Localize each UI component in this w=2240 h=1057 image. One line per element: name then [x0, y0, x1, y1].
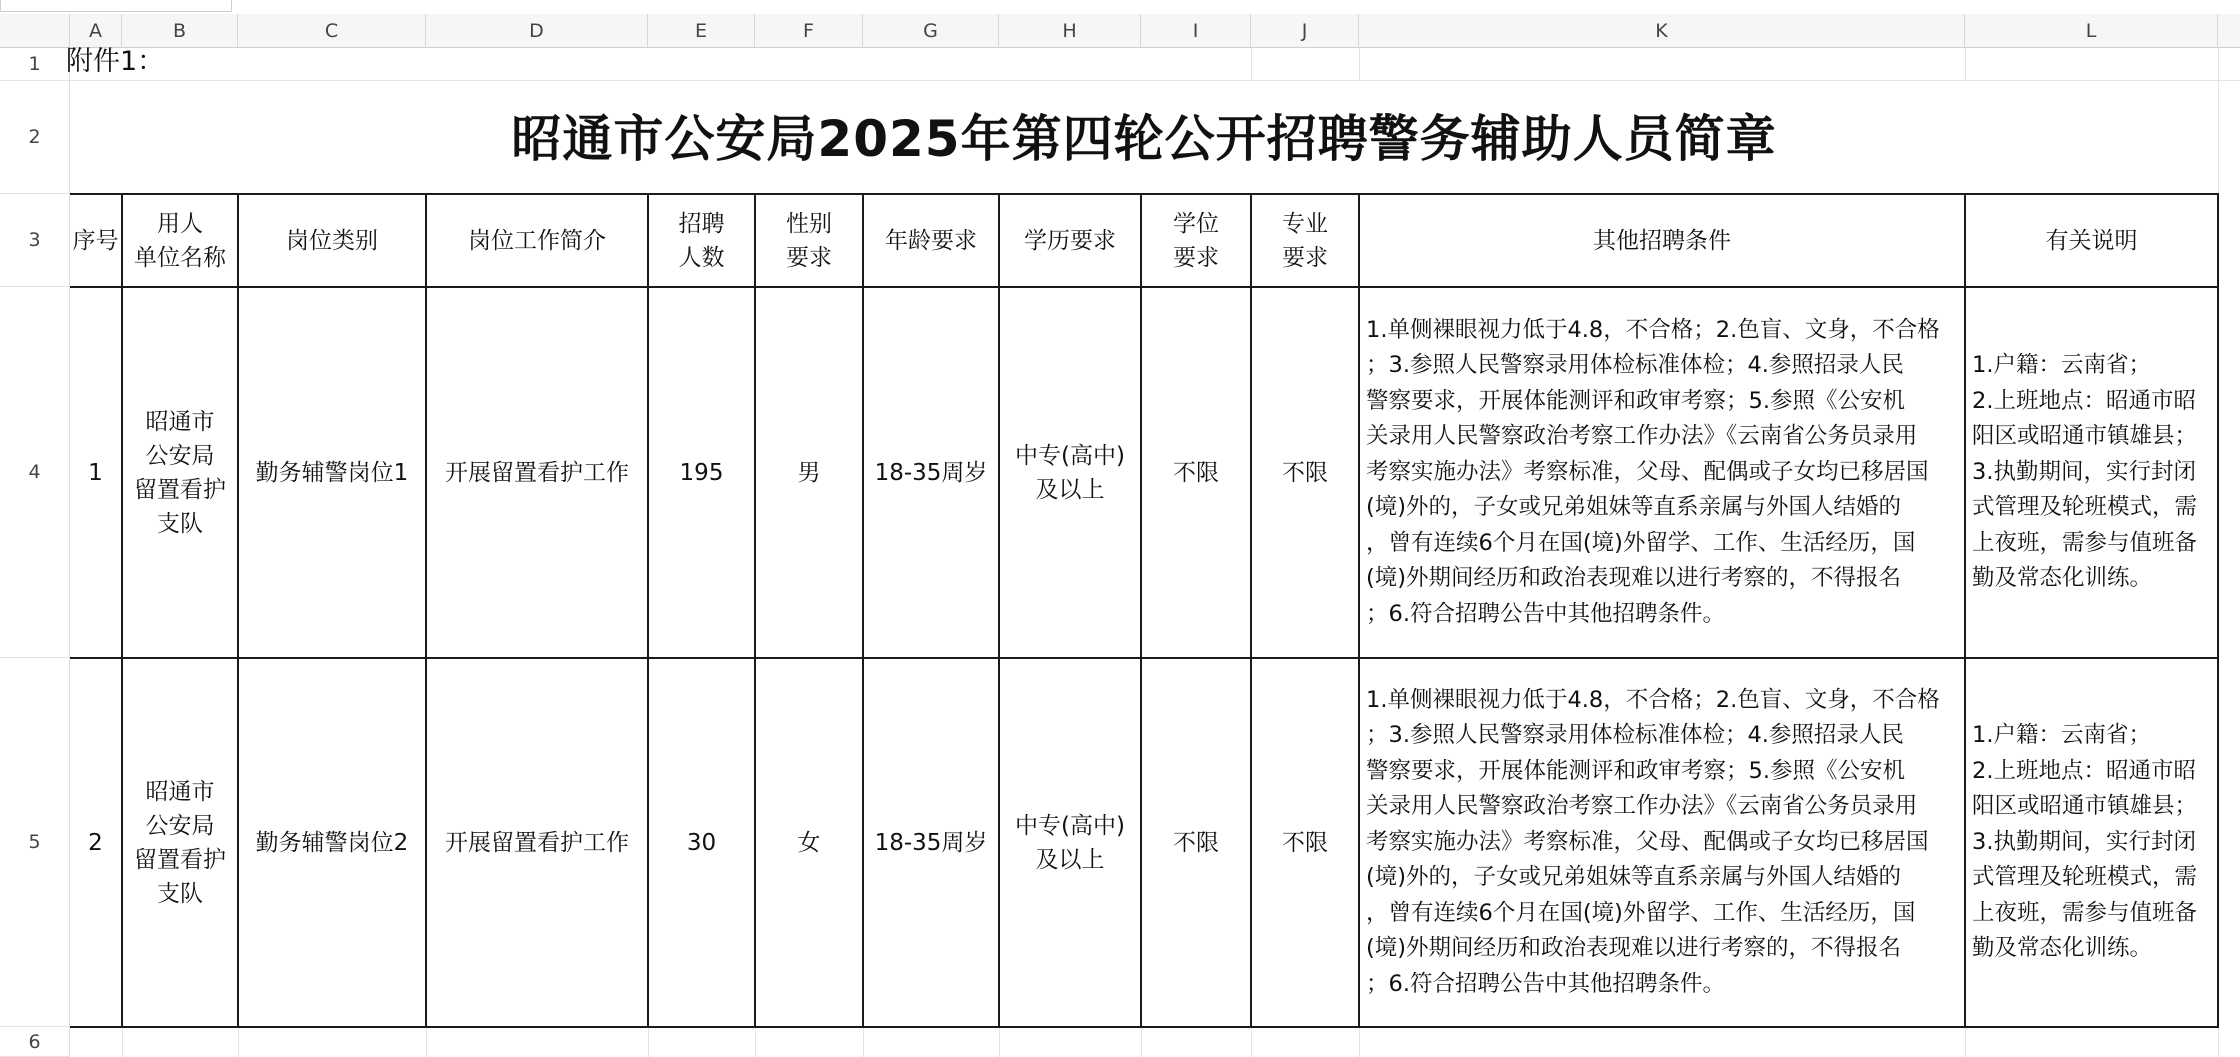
column-header-j[interactable]: J — [1251, 14, 1359, 48]
row-header-4[interactable]: 4 — [0, 287, 70, 658]
cell-age[interactable]: 18-35周岁 — [874, 829, 988, 856]
grid-line — [1251, 1028, 1252, 1057]
header-notes: 有关说明 — [2045, 227, 2138, 254]
column-header-m[interactable] — [2218, 14, 2240, 48]
cell-notes[interactable]: 1.户籍：云南省； 2.上班地点：昭通市昭 阳区或昭通市镇雄县； 3.执勤期间，实行封闭 式管理及轮班模式，需 上夜班，需参与值班备 勤及常态化训练。 — [1972, 722, 2198, 962]
cell-degree[interactable]: 不限 — [1173, 459, 1219, 486]
column-header-f[interactable]: F — [755, 14, 863, 48]
grid-line — [1359, 48, 1360, 81]
page-title: 昭通市公安局2025年第四轮公开招聘警务辅助人员简章 — [511, 110, 1777, 168]
cell-age[interactable]: 18-35周岁 — [874, 459, 988, 486]
table-border — [70, 1026, 2219, 1028]
cell-other-conditions[interactable]: 1.单侧裸眼视力低于4.8，不合格；2.色盲、文身，不合格 ；3.参照人民警察录用体检标准体检；4.参照招录人民 警察要求，开展体能测评和政审考察；5.参照《公安机 关录用人民警察政治考察工作办法》《云南省公务员录用 考察实施办法》考察标准，父母、配偶或子女均已移居国 (境)外的，子女或兄弟姐妹等直系亲属与外国人结婚的 ，曾有连续6个月在国(境)外留学、工作、生活经历，国 (境)外期间经历和政治表现难以进行考察的，不得报名 ；6.符合招聘公告中其他招聘条件。 — [1366, 316, 1940, 627]
column-header-l[interactable]: L — [1965, 14, 2218, 48]
grid-line — [999, 1028, 1000, 1057]
cell-unit[interactable]: 昭通市 公安局 留置看护 支队 — [134, 778, 226, 907]
row-header-6[interactable]: 6 — [0, 1027, 70, 1057]
column-header-k[interactable]: K — [1359, 14, 1965, 48]
header-intro: 岗位工作简介 — [468, 227, 606, 254]
grid-line — [648, 1028, 649, 1057]
annex-label: 附件1： — [66, 46, 165, 77]
column-header-g[interactable]: G — [863, 14, 999, 48]
grid-line — [1965, 48, 1966, 81]
header-unit: 用人 单位名称 — [134, 210, 226, 271]
cell-gender[interactable]: 男 — [797, 459, 821, 486]
cell-education[interactable]: 中专(高中) 及以上 — [1015, 442, 1125, 503]
cell-degree[interactable]: 不限 — [1173, 829, 1219, 856]
grid-line — [1359, 1028, 1360, 1057]
cell-count[interactable]: 30 — [686, 829, 717, 856]
cell-intro[interactable]: 开展留置看护工作 — [445, 459, 629, 486]
row-header-2[interactable]: 2 — [0, 81, 70, 194]
column-header-d[interactable]: D — [426, 14, 648, 48]
row-header-3[interactable]: 3 — [0, 194, 70, 287]
grid-line — [1965, 1028, 1966, 1057]
cell-seq[interactable]: 2 — [88, 829, 103, 856]
header-major: 专业 要求 — [1282, 210, 1328, 271]
cell-category[interactable]: 勤务辅警岗位1 — [255, 459, 409, 486]
header-category: 岗位类别 — [286, 227, 378, 254]
cell-category[interactable]: 勤务辅警岗位2 — [255, 829, 409, 856]
grid-line — [755, 1028, 756, 1057]
header-education: 学历要求 — [1024, 227, 1116, 254]
row-header-1[interactable]: 1 — [0, 48, 70, 81]
grid-line — [863, 1028, 864, 1057]
select-all-corner[interactable] — [0, 14, 70, 48]
column-header-a[interactable]: A — [70, 14, 122, 48]
header-other-conditions: 其他招聘条件 — [1593, 227, 1731, 254]
grid-line — [238, 1028, 239, 1057]
header-count: 招聘 人数 — [678, 210, 725, 271]
column-header-i[interactable]: I — [1141, 14, 1251, 48]
name-box[interactable] — [0, 0, 232, 12]
cell-gender[interactable]: 女 — [797, 829, 821, 856]
header-age: 年龄要求 — [885, 227, 977, 254]
cell-major[interactable]: 不限 — [1282, 829, 1328, 856]
grid-line — [122, 1028, 123, 1057]
row-header-5[interactable]: 5 — [0, 658, 70, 1027]
grid-line — [1141, 1028, 1142, 1057]
column-header-b[interactable]: B — [122, 14, 238, 48]
grid-line — [1251, 48, 1252, 81]
cell-seq[interactable]: 1 — [88, 459, 103, 486]
cell-notes[interactable]: 1.户籍：云南省； 2.上班地点：昭通市昭 阳区或昭通市镇雄县； 3.执勤期间，实行封闭 式管理及轮班模式，需 上夜班，需参与值班备 勤及常态化训练。 — [1972, 352, 2198, 592]
table-border — [2217, 193, 2219, 1028]
cell-major[interactable]: 不限 — [1282, 459, 1328, 486]
header-degree: 学位 要求 — [1173, 210, 1219, 271]
cell-intro[interactable]: 开展留置看护工作 — [445, 829, 629, 856]
grid-line — [2218, 48, 2219, 194]
cell-count[interactable]: 195 — [679, 459, 724, 486]
cell-unit[interactable]: 昭通市 公安局 留置看护 支队 — [134, 408, 226, 537]
column-header-c[interactable]: C — [238, 14, 426, 48]
cell-education[interactable]: 中专(高中) 及以上 — [1015, 812, 1125, 873]
header-gender: 性别 要求 — [786, 210, 832, 271]
grid-line — [2218, 1028, 2219, 1057]
cell-other-conditions[interactable]: 1.单侧裸眼视力低于4.8，不合格；2.色盲、文身，不合格 ；3.参照人民警察录用体检标准体检；4.参照招录人民 警察要求，开展体能测评和政审考察；5.参照《公安机 关录用人民警察政治考察工作办法》《云南省公务员录用 考察实施办法》考察标准，父母、配偶或子女均已移居国 (境)外的，子女或兄弟姐妹等直系亲属与外国人结婚的 ，曾有连续6个月在国(境)外留学、工作、生活经历，国 (境)外期间经历和政治表现难以进行考察的，不得报名 ；6.符合招聘公告中其他招聘条件。 — [1366, 686, 1940, 997]
column-header-h[interactable]: H — [999, 14, 1141, 48]
column-header-e[interactable]: E — [648, 14, 755, 48]
header-seq: 序号 — [72, 227, 119, 254]
grid-line — [426, 1028, 427, 1057]
